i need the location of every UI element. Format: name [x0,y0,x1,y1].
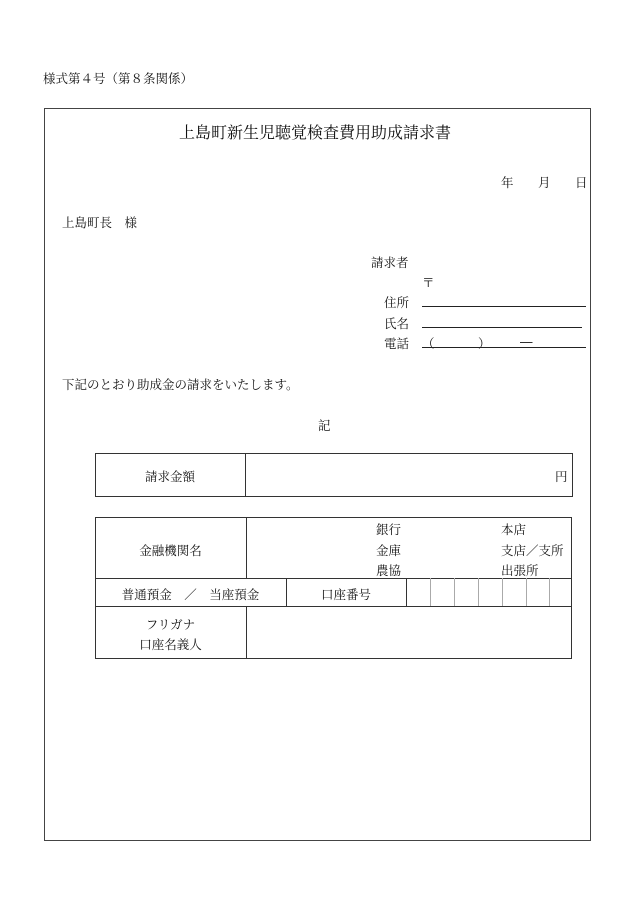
ki-marker: 記 [318,418,331,433]
bank-type-bank: 銀行 [376,522,402,537]
name-label: 氏名 [384,316,410,331]
phone-dash: ― [520,334,533,349]
branch-type-branch: 支店／支所 [501,543,564,558]
amount-field[interactable] [246,454,572,496]
claimant-heading: 請求者 [371,255,409,270]
phone-close-paren: ） [478,336,491,351]
date-year-label: 年 [501,175,514,190]
phone-field[interactable] [422,347,586,348]
account-holder-field[interactable] [247,607,571,658]
account-number-label: 口座番号 [320,587,371,602]
amount-label: 請求金額 [144,469,195,484]
page-title: 上島町新生児聴覚検査費用助成請求書 [178,123,451,142]
phone-open-paren: （ [422,336,435,351]
phone-label: 電話 [384,336,410,351]
furigana-label: フリガナ [145,617,196,632]
address-field[interactable] [422,306,586,307]
bank-type-nokyo: 農協 [376,563,402,578]
addressee: 上島町長 様 [62,215,138,230]
branch-type-main: 本店 [501,522,527,537]
branch-type-office: 出張所 [501,563,539,578]
account-number-field[interactable] [407,579,571,606]
form-number: 様式第４号（第８条関係） [43,71,194,86]
name-field[interactable] [422,327,582,328]
account-type-label: 普通預金 ／ 当座預金 [121,587,260,602]
date-day-label: 日 [575,175,588,190]
bank-name-label: 金融機関名 [139,543,202,558]
address-label: 住所 [384,295,410,310]
postal-mark: 〒 [422,275,435,290]
intro-text: 下記のとおり助成金の請求をいたします。 [62,377,299,392]
account-holder-label: 口座名義人 [139,637,202,652]
date-month-label: 月 [538,175,551,190]
bank-type-shinkin: 金庫 [376,543,402,558]
amount-unit: 円 [555,469,568,484]
